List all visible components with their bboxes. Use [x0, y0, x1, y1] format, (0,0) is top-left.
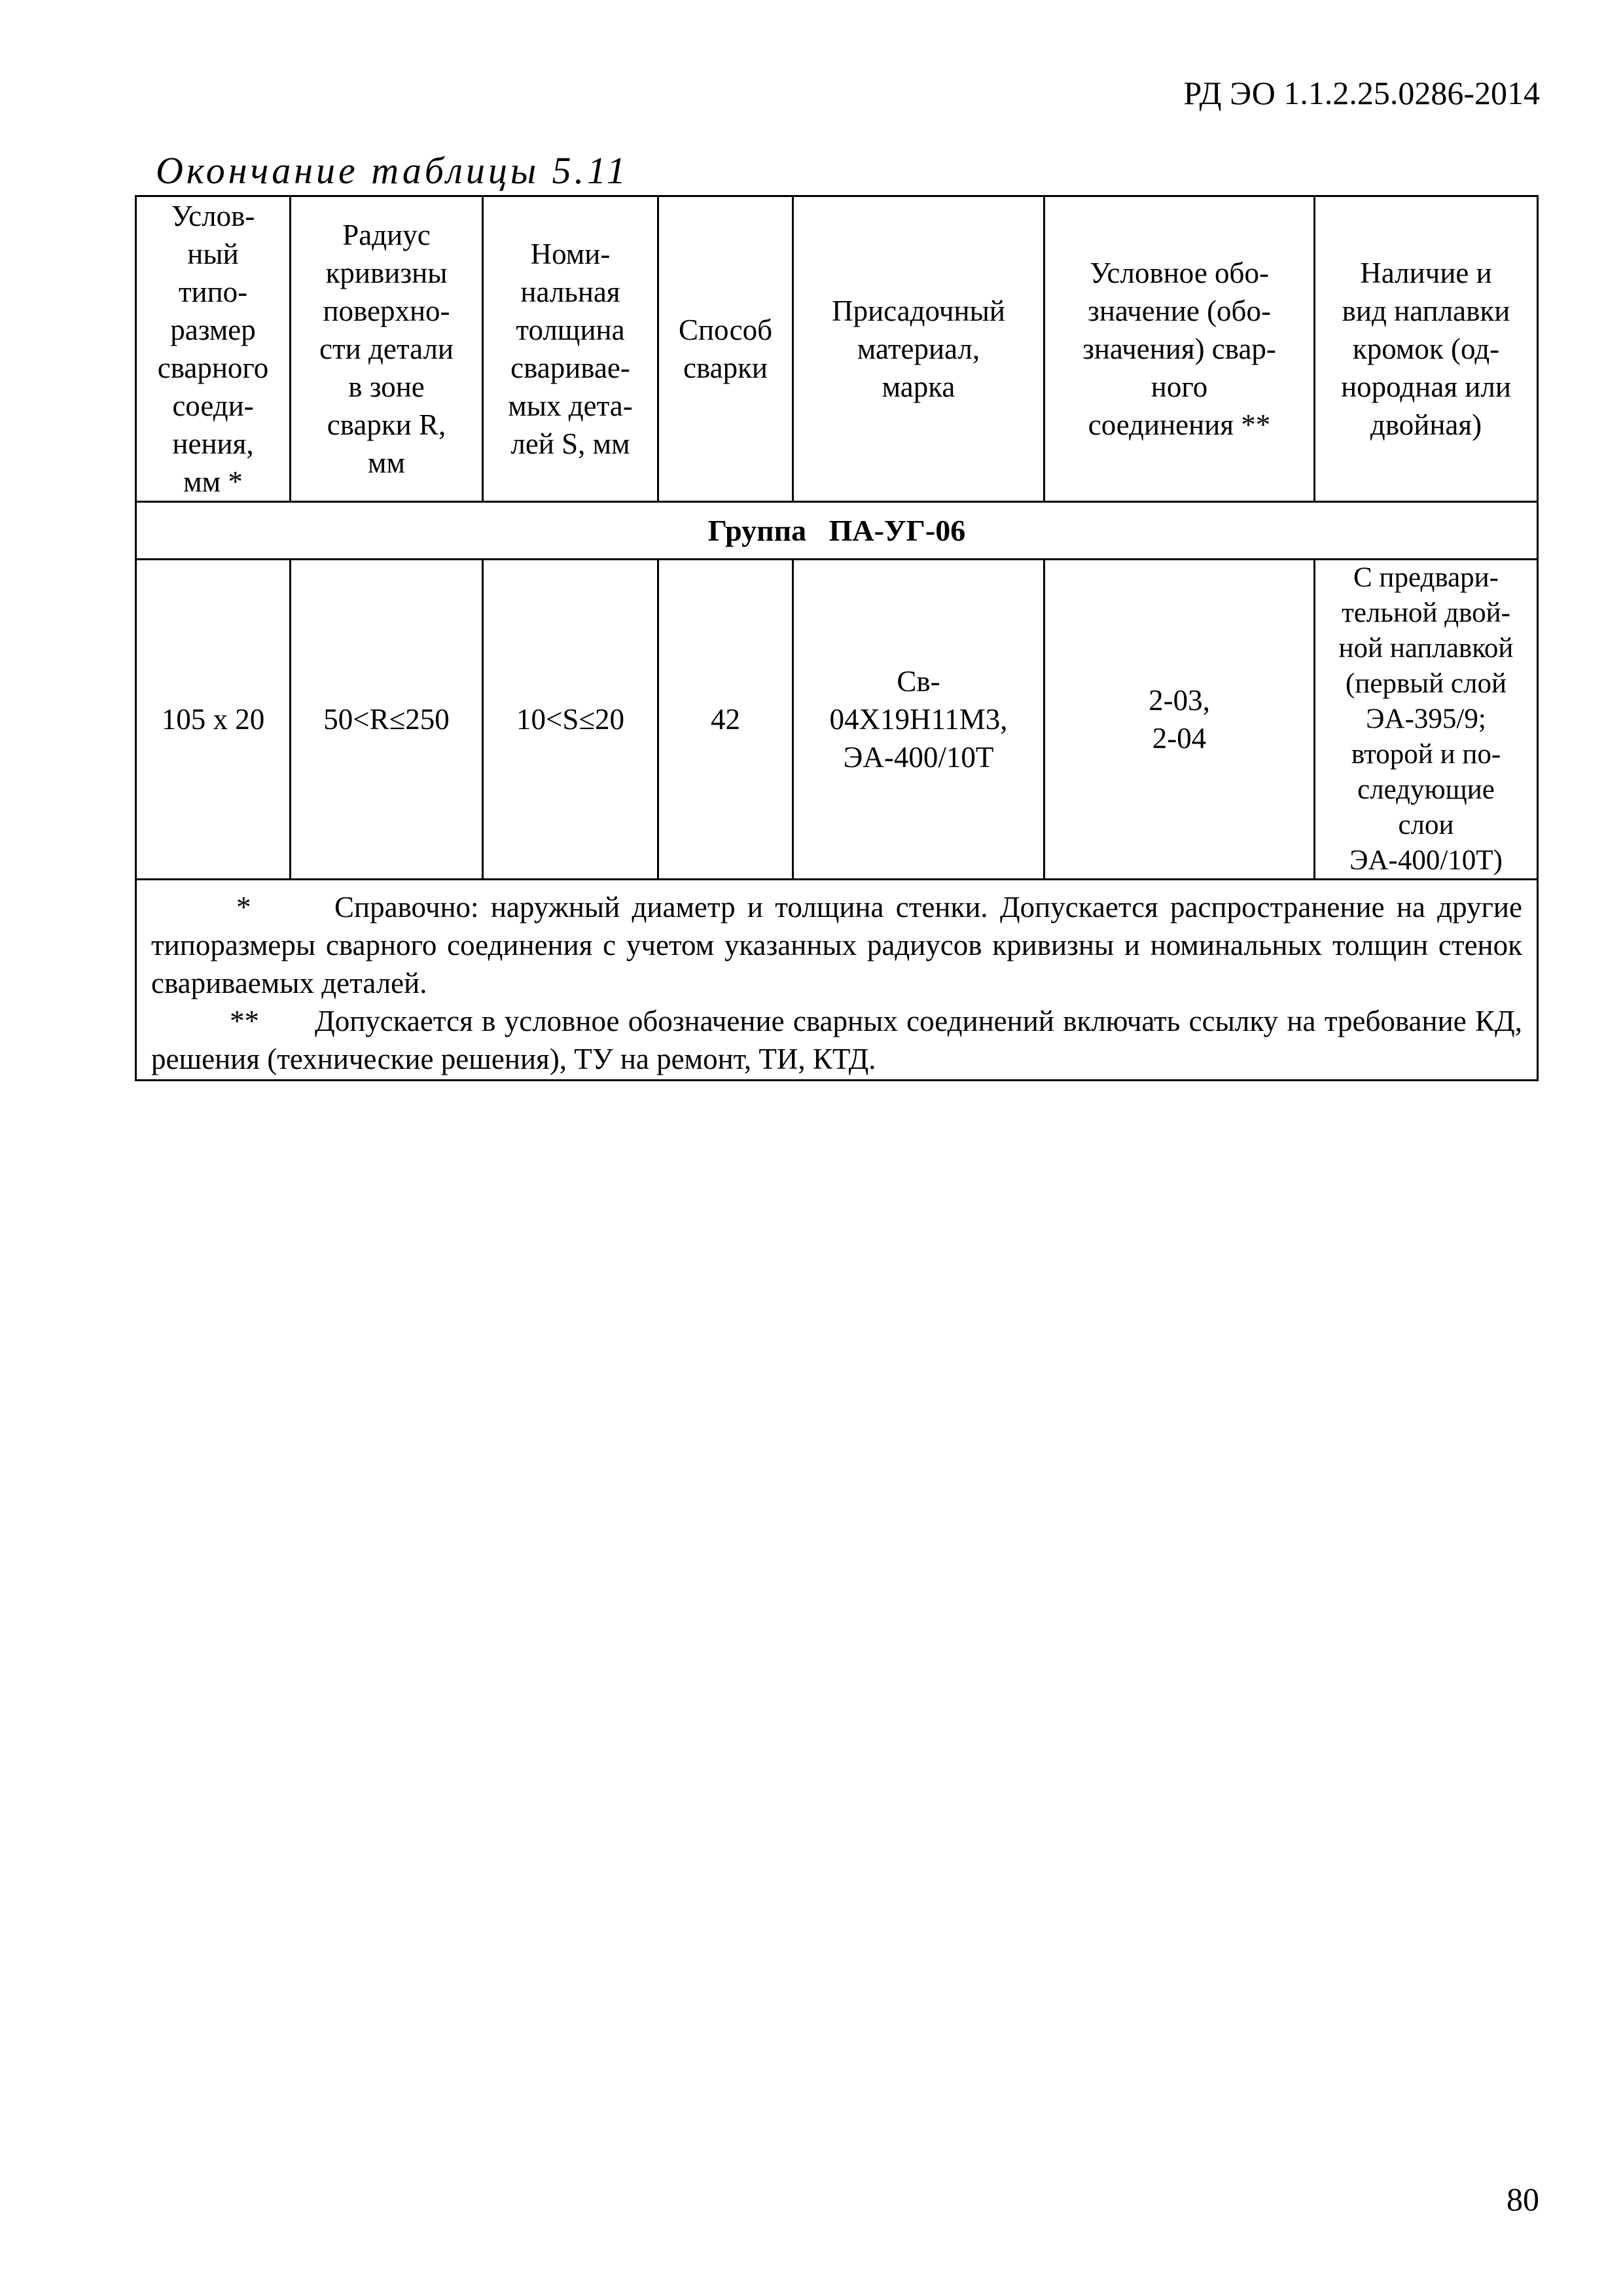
cell-cladding: С предвари- тельной двой- ной наплавкой (первый слой ЭА-395/9; второй и по- следующие слои ЭА-400/10Т): [1315, 560, 1538, 880]
cell-designation: 2-03, 2-04: [1044, 560, 1315, 880]
column-header-thickness: Номи- нальная толщина сваривае- мых дета- лей S, мм: [483, 196, 658, 502]
table-row: [136, 560, 1538, 880]
column-header-filler: Присадочный материал, марка: [793, 196, 1044, 502]
column-header-method: Способ сварки: [658, 196, 793, 502]
footnote: [151, 1002, 1522, 1078]
group-row: [136, 502, 1538, 560]
cell-method: 42: [658, 560, 793, 880]
document-code: РД ЭО 1.1.2.25.0286-2014: [1183, 75, 1540, 111]
cell-thickness: 10<S≤20: [483, 560, 658, 880]
footnote-mark: *: [236, 891, 251, 924]
footnote-text: Справочно: наружный диаметр и толщина стенки. Допускается распространение на другие типоразмеры сварного соединения с учетом указанных радиусов кривизны и номинальных толщин стенок свариваемых деталей.: [151, 891, 1522, 999]
column-header-size: Услов- ный типо- размер сварного соеди- нения, мм *: [136, 196, 291, 502]
group-label: Группа ПА-УГ-06: [136, 502, 1538, 560]
column-header-designation: Условное обо- значение (обо- значения) свар- ного соединения **: [1044, 196, 1315, 502]
column-header-radius: Радиус кривизны поверхно- сти детали в зоне сварки R, мм: [291, 196, 483, 502]
footnote-mark: **: [230, 1005, 259, 1037]
column-header-cladding: Наличие и вид наплавки кромок (од- нородная или двойная): [1315, 196, 1538, 502]
welding-table: [135, 195, 1539, 1081]
table-header-row: [136, 196, 1538, 502]
table-caption: Окончание таблицы 5.11: [156, 149, 629, 192]
notes-cell: [136, 880, 1538, 1081]
notes-row: [136, 880, 1538, 1081]
page-number: 80: [1507, 2181, 1539, 2217]
cell-radius: 50<R≤250: [291, 560, 483, 880]
cell-filler: Св- 04Х19Н11М3, ЭА-400/10Т: [793, 560, 1044, 880]
footnote: [151, 888, 1522, 1002]
cell-size: 105 x 20: [136, 560, 291, 880]
footnote-text: Допускается в условное обозначение сварных соединений включать ссылку на требование КД, решения (технические решения), ТУ на ремонт, ТИ, КТД.: [151, 1005, 1522, 1075]
